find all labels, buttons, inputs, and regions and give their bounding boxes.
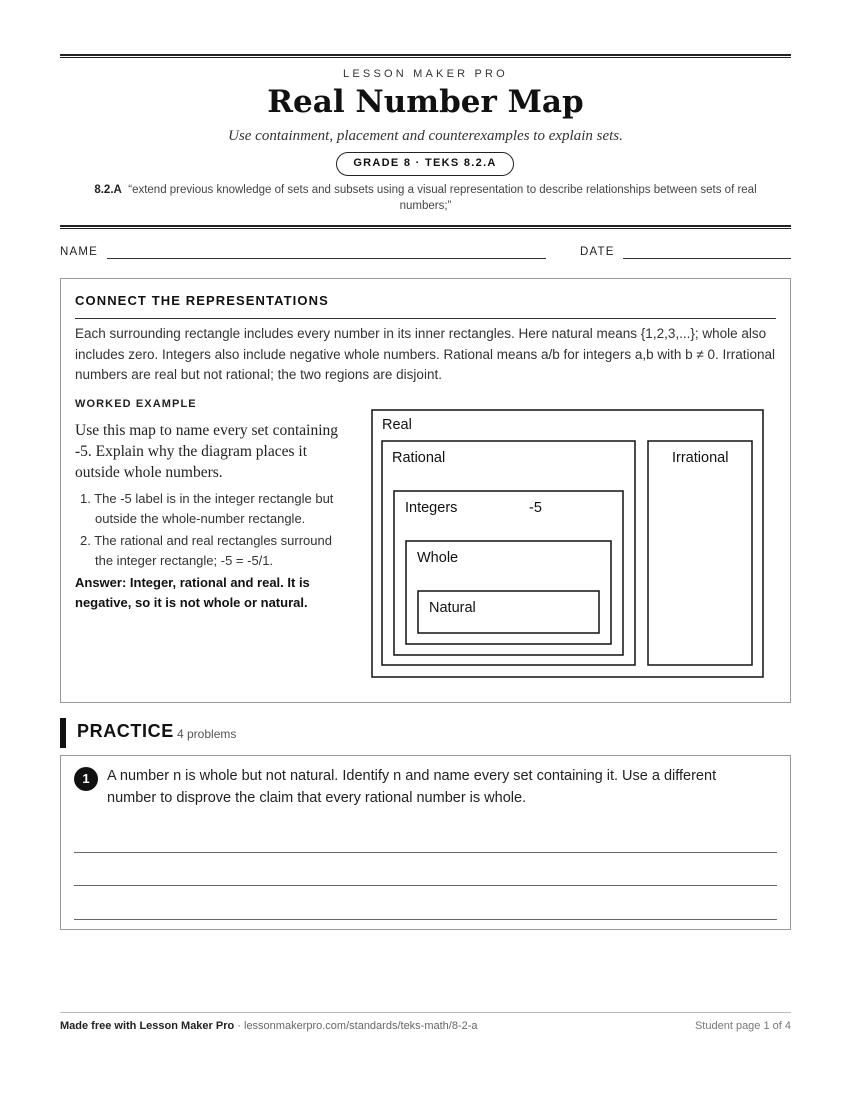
integers-set-label: Integers (405, 500, 458, 516)
footer-rule (60, 1012, 791, 1013)
practice-accent-bar (60, 718, 66, 748)
worked-step: 1. The -5 label is in the integer rectangle but outside the whole-number rectangle. (80, 491, 334, 526)
page-subtitle: Use containment, placement and counterexamples to explain sets. (228, 128, 623, 144)
footer-maker: Made free with Lesson Maker Pro (60, 1020, 235, 1032)
answer-line[interactable] (74, 919, 777, 920)
footer-page-number: Student page 1 of 4 (694, 1020, 791, 1032)
worked-example-label: WORKED EXAMPLE (75, 398, 197, 410)
answer-line[interactable] (74, 885, 777, 886)
standard-code: 8.2.A (94, 184, 122, 196)
header-top-rule (60, 54, 791, 58)
connect-body-text: Each surrounding rectangle includes every number in its inner rectangles. Here natural means {1,2,3,...}; whole also includes zero. Integers also include negative whole numbers. Rational means a/b for integers a,b with b ≠ 0. Irrational numbers are real but not rational; the two regions are disjoint. (75, 326, 776, 382)
standard-text: “extend previous knowledge of sets and subsets using a visual representation to describe relationships between sets of real numbers;” (128, 184, 757, 212)
practice-count: 4 problems (177, 727, 237, 741)
name-field[interactable] (107, 258, 546, 259)
answer-line[interactable] (74, 852, 777, 853)
footer-credit (60, 1020, 478, 1032)
footer-url[interactable]: · lessonmakerpro.com/standards/teks-math/8-2-a (234, 1020, 478, 1032)
integer-marker-label: -5 (529, 500, 542, 516)
date-field[interactable] (623, 258, 791, 259)
problem-text: A number n is whole but not natural. Identify n and name every set containing it. Use a different number to disprove the claim that every rational number is whole. (107, 768, 717, 806)
standard-description (70, 182, 781, 214)
name-date-row (60, 246, 791, 262)
grade-badge: GRADE 8 · TEKS 8.2.A (336, 152, 514, 176)
header-bottom-rule (60, 225, 791, 229)
problem-card (60, 755, 791, 930)
connect-section (60, 278, 791, 703)
irrational-set-box (648, 441, 752, 665)
irrational-set-label: Irrational (672, 450, 729, 466)
worked-example-answer: Answer: Integer, rational and real. It is negative, so it is not whole or natural. (75, 575, 310, 610)
worked-example-question: Use this map to name every set containing -5. Explain why the diagram places it outside whole numbers. (75, 422, 339, 481)
worksheet-page (60, 0, 791, 1100)
worked-example-steps (75, 489, 353, 573)
rational-set-label: Rational (392, 450, 446, 466)
worked-step: 2. The rational and real rectangles surround the integer rectangle; -5 = -5/1. (80, 533, 332, 568)
practice-heading: PRACTICE (77, 721, 174, 741)
real-set-label: Real (382, 417, 412, 433)
real-number-diagram (371, 409, 765, 679)
problem-number-badge: 1 (74, 767, 98, 791)
natural-set-label: Natural (429, 600, 476, 616)
brand-name: LESSON MAKER PRO (343, 68, 508, 80)
date-label: DATE (580, 246, 615, 258)
name-label: NAME (60, 246, 99, 258)
connect-heading: CONNECT THE REPRESENTATIONS (75, 293, 776, 319)
page-title: Real Number Map (267, 84, 584, 120)
whole-set-label: Whole (417, 550, 459, 566)
